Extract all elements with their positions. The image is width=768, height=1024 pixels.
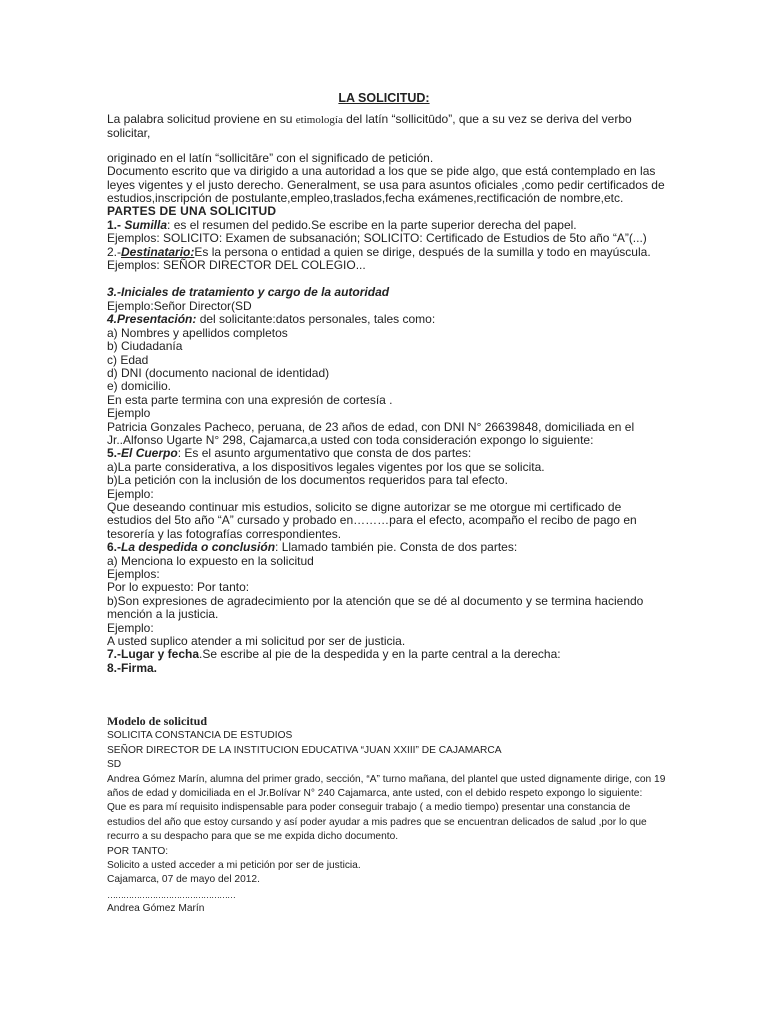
part-6-example-a: Por lo expuesto: Por tanto: [107,580,250,595]
model-line: Andrea Gómez Marín, alumna del primer grado, sección, “A” turno mañana, del plantel que usted dignamente dirige, con 19 años de edad y domiciliada en el Jr.Bolívar N° 240 Cajamarca, ante usted, con el debido respeto expongo lo siguiente: [107,773,666,800]
part-6: 6.-La despedida o conclusión: Llamado también pie. Consta de dos partes: [107,540,518,555]
part-3-example: Ejemplo:Señor Director(SD [107,298,252,313]
part-2-example: Ejemplos: SEÑOR DIRECTOR DEL COLEGIO... [107,258,366,273]
intro-line-1: La palabra solicitud proviene en su etimología del latín “sollicitūdo”, que a su vez se deriva del verbo solicitar, [107,112,632,141]
part-6-item-b: b)Son expresiones de agradecimiento por la atención que se dé al documento y se termina haciendo mención a la justicia. [107,593,644,622]
part-1-example: Ejemplos: SOLICITO: Examen de subsanación; SOLICITO: Certificado de Estudios de 5to año “A”(...) [107,231,647,246]
part-2-name: Destinatario: [121,244,195,259]
part-7-title: 7.-Lugar y fecha [107,647,200,662]
model-line: POR TANTO: [107,845,169,857]
part-5: 5.-El Cuerpo: Es el asunto argumentativo que consta de dos partes: [107,446,472,461]
model-title: Modelo de solicitud [107,714,208,728]
part-5-example-label: Ejemplo: [107,486,154,501]
part-4-item: c) Edad [107,352,149,367]
document-body [107,113,667,675]
parts-heading: PARTES DE UNA SOLICITUD [107,204,277,219]
model-line: Que es para mí requisito indispensable para poder conseguir trabajo ( a medio tiempo) presentar una constancia de estudios del año que estoy cursando y así poder ayudar a mis padres que se encuentran delicados de salud ,por lo que recurro a su despacho para que se me expida dicho documento. [107,802,647,843]
part-4-item: a) Nombres y apellidos completos [107,325,288,340]
intro-line-2: originado en el latín “sollicitāre” con el significado de petición. [107,150,434,165]
model-line: Solicito a usted acceder a mi petición por ser de justicia. [107,860,361,872]
part-2: 2.-Destinatario:Es la persona o entidad a quien se dirige, después de la sumilla y todo en mayúscula. [107,244,651,259]
part-4-item: e) domicilio. [107,379,172,394]
part-4-item: b) Ciudadanía [107,339,183,354]
model-line: Cajamarca, 07 de mayo del 2012. [107,874,260,886]
part-4-note: En esta parte termina con una expresión de cortesía . [107,392,393,407]
part-4-example-label: Ejemplo [107,406,151,421]
part-8-title: 8.-Firma. [107,660,158,675]
part-4-name: 4.Presentación: [107,312,197,327]
etymology-word: etimología [295,114,343,126]
part-6-example-b: A usted suplico atender a mi solicitud por ser de justicia. [107,634,406,649]
part-4: 4.Presentación: del solicitante:datos personales, tales como: [107,312,436,327]
part-3-title: 3.-Iniciales de tratamiento y cargo de la autoridad [107,285,390,300]
signature-line: ………………………………………… [107,889,235,900]
part-5-example: Que deseando continuar mis estudios, solicito se digne autorizar se me otorgue mi certificado de estudios del 5to año “A” cursado y probado en………para el efecto, acompaño el recibo de pago en tesorería y las fotografías correspondientes. [107,499,637,541]
part-6-examples-label: Ejemplos: [107,567,160,581]
part-6-name: La despedida o conclusión [121,540,276,555]
part-5-name: El Cuerpo [121,446,178,461]
document-title: LA SOLICITUD: [338,91,430,105]
model-line: SOLICITA CONSTANCIA DE ESTUDIOS [107,730,293,742]
part-5-item: b)La petición con la inclusión de los documentos requeridos para tal efecto. [107,473,508,488]
model-line: SEÑOR DIRECTOR DE LA INSTITUCION EDUCATIVA “JUAN XXIII” DE CAJAMARCA [107,744,502,756]
part-4-item: d) DNI (documento nacional de identidad) [107,365,330,380]
model-line: SD [107,759,122,771]
model-solicitud [107,714,667,917]
intro-line-3: Documento escrito que va dirigido a una autoridad a los que se pide algo, que está contemplado en las leyes vigentes y el justo derecho. Generalment, se usa para asuntos oficiales ,como pedir certificados de estudios,inscripción de postulante,empleo,traslados,fecha exámenes,rectificación de nombre,etc. [107,164,665,206]
signature-name: Andrea Gómez Marín [107,903,205,915]
part-6-item-a: a) Menciona lo expuesto en la solicitud [107,553,314,568]
part-1-name: Sumilla [124,217,168,232]
part-6-example-label: Ejemplo: [107,620,154,635]
part-4-example: Patricia Gonzales Pacheco, peruana, de 23 años de edad, con DNI N° 26639848, domiciliada en el Jr..Alfonso Ugarte N° 298, Cajamarca,a usted con toda consideración expongo lo siguiente: [107,419,635,447]
part-7: 7.-Lugar y fecha.Se escribe al pie de la despedida y en la parte central a la derecha: [107,647,561,662]
part-1: 1.- Sumilla: es el resumen del pedido.Se escribe en la parte superior derecha del papel. [107,217,577,232]
part-5-item: a)La parte considerativa, a los dispositivos legales vigentes por los que se solicita. [107,459,545,474]
